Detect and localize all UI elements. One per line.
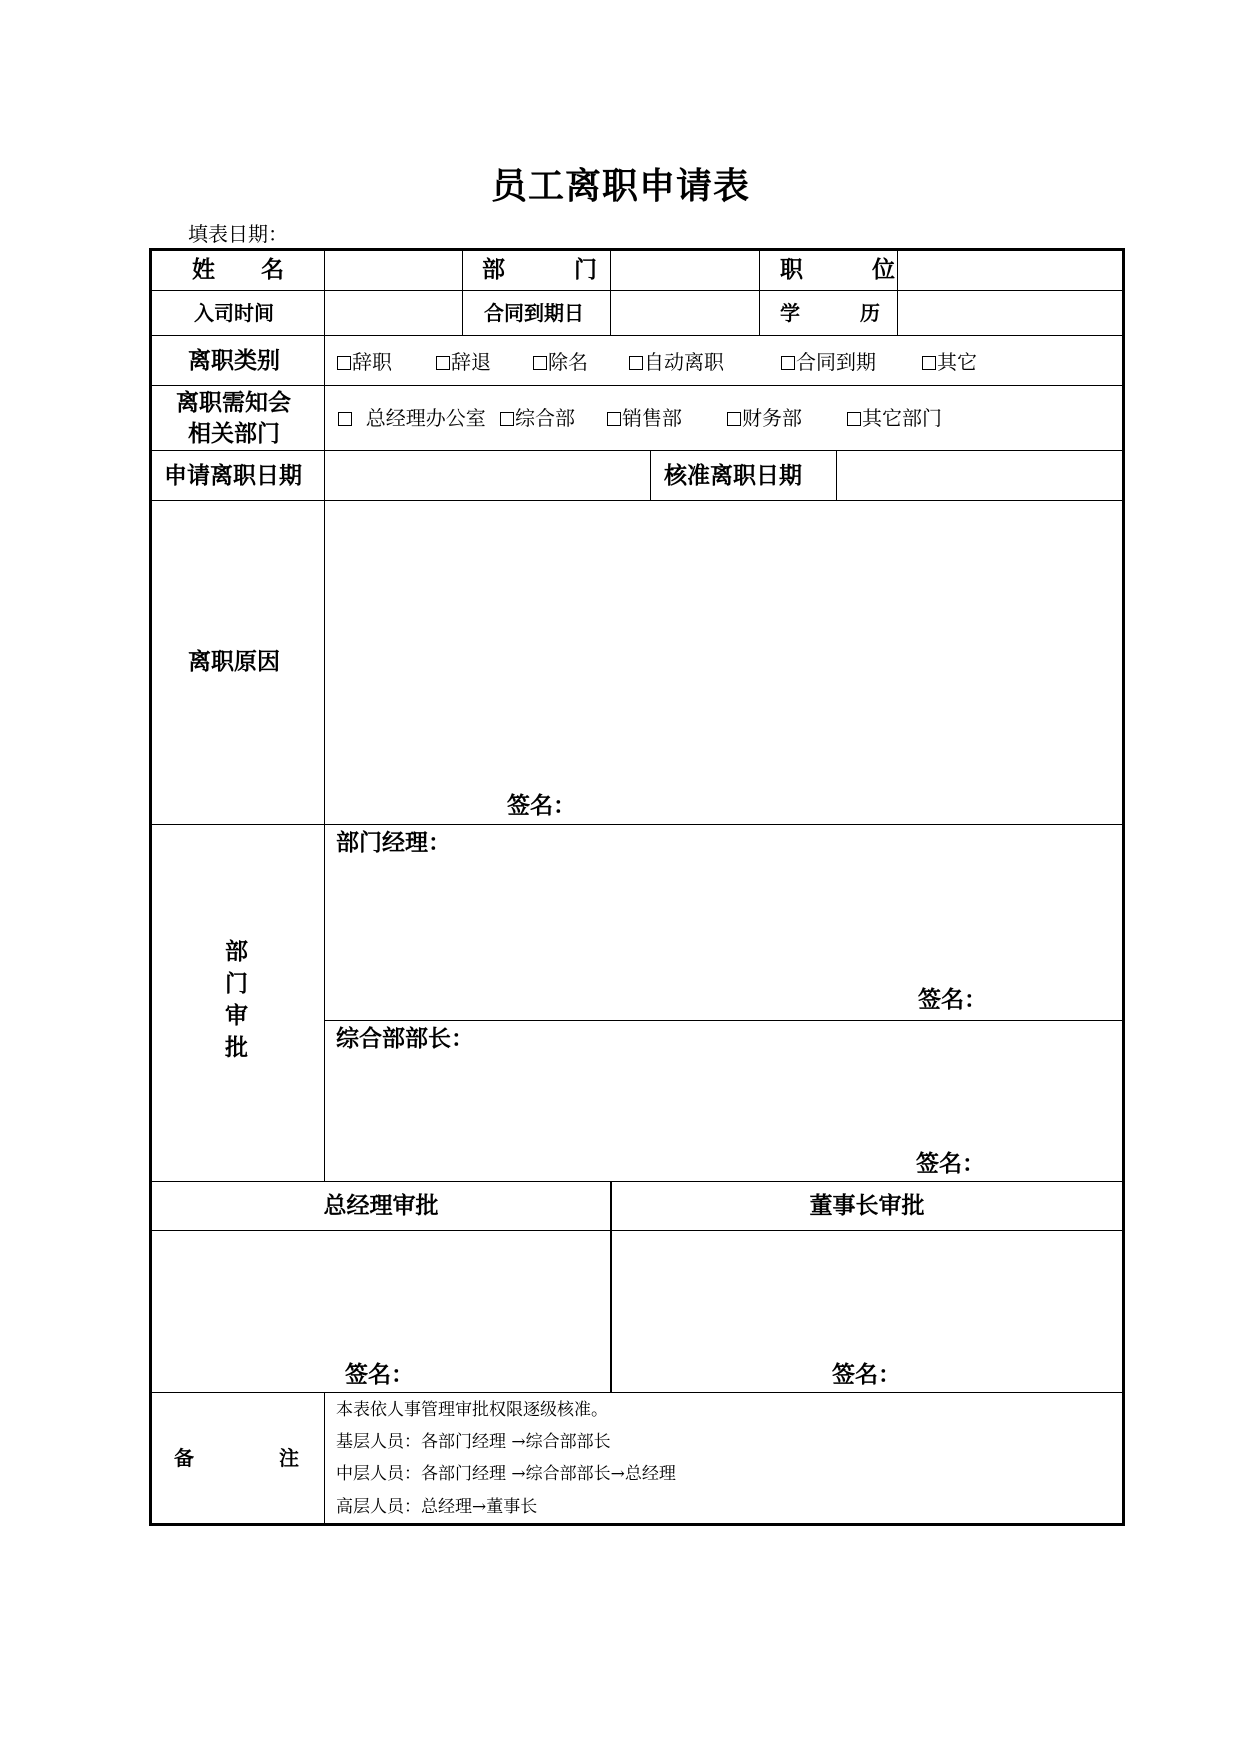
general-dept-head-sign-label: 签名： [916,1151,985,1177]
col-divider [759,251,760,335]
option-contract-expire[interactable]: 合同到期 [781,352,876,372]
dept-field[interactable] [611,251,759,290]
checkbox-icon [436,356,450,370]
dept-approval-char: 部 [225,939,248,965]
label-general-dept-head: 综合部部长： [336,1026,474,1052]
label-contract-end: 合同到期日 [484,301,584,325]
label-approve-date: 核准离职日期 [664,463,802,489]
row-divider [152,824,1122,825]
form-title: 员工离职申请表 [490,166,750,207]
option-other-dept[interactable]: 其它部门 [847,408,942,428]
fill-date-label: 填表日期： [188,222,288,246]
remark-line: 中层人员：各部门经理 →综合部部长→总经理 [336,1464,676,1484]
general-dept-head-field[interactable] [325,1056,1122,1151]
apply-date-field[interactable] [325,451,650,500]
option-resign[interactable]: 辞职 [337,352,392,372]
option-expelled[interactable]: 除名 [533,352,588,372]
option-sales-dept[interactable]: 销售部 [607,408,682,428]
gm-approval-field[interactable] [152,1231,610,1361]
checkbox-icon [337,356,351,370]
reason-field[interactable] [325,501,1122,824]
row-divider [324,1020,1122,1021]
approve-date-field[interactable] [837,451,1122,500]
checkbox-icon [847,412,861,426]
option-finance-dept[interactable]: 财务部 [727,408,802,428]
contract-end-field[interactable] [611,291,759,335]
label-position: 职 位 [780,257,895,283]
dept-approval-char: 批 [225,1035,248,1061]
row-divider [152,335,1122,336]
remark-line: 本表依人事管理审批权限逐级核准。 [336,1400,608,1420]
label-join-date: 入司时间 [194,301,274,325]
label-reason: 离职原因 [188,649,280,675]
checkbox-icon [727,412,741,426]
checkbox-icon [629,356,643,370]
label-notify-2: 相关部门 [188,421,280,447]
dept-approval-char: 门 [225,971,248,997]
chairman-sign-label: 签名： [832,1362,901,1388]
col-divider [650,450,651,500]
label-remarks-1: 备 [174,1446,194,1470]
label-chairman-approval: 董事长审批 [809,1193,925,1219]
checkbox-icon [338,412,352,426]
position-field[interactable] [898,251,1122,290]
option-other[interactable]: 其它 [922,352,977,372]
row-divider [152,1392,1122,1393]
checkbox-icon [922,356,936,370]
chairman-approval-field[interactable] [612,1231,1122,1361]
label-notify-1: 离职需知会 [176,390,291,416]
row-divider [152,1181,1122,1182]
label-gm-approval: 总经理审批 [323,1193,439,1219]
option-general-dept[interactable]: 综合部 [500,408,575,428]
label-dept: 部 门 [482,257,597,283]
label-dept-manager: 部门经理： [336,830,451,856]
label-resign-type: 离职类别 [188,348,280,374]
col-divider [462,251,463,335]
label-name: 姓 名 [192,257,284,283]
join-date-field[interactable] [325,291,462,335]
row-divider [152,385,1122,386]
dept-manager-sign-label: 签名： [918,987,987,1013]
option-dismissed[interactable]: 辞退 [436,352,491,372]
label-remarks-2: 注 [279,1446,299,1470]
option-gm-office[interactable]: 总经理办公室 [338,408,486,428]
remark-line: 基层人员：各部门经理 →综合部部长 [336,1432,611,1452]
label-apply-date: 申请离职日期 [164,463,302,489]
label-education: 学 历 [780,301,880,325]
education-field[interactable] [898,291,1122,335]
dept-manager-field[interactable] [325,861,1122,991]
gm-sign-label: 签名： [345,1362,414,1388]
checkbox-icon [781,356,795,370]
col-divider [324,1392,325,1523]
checkbox-icon [607,412,621,426]
reason-sign-label: 签名： [507,793,576,819]
checkbox-icon [500,412,514,426]
remark-line: 高层人员：总经理→董事长 [336,1497,538,1517]
resignation-form [149,248,1125,1526]
name-field[interactable] [325,251,462,290]
dept-approval-char: 审 [225,1003,248,1029]
option-self-leave[interactable]: 自动离职 [629,352,724,372]
checkbox-icon [533,356,547,370]
